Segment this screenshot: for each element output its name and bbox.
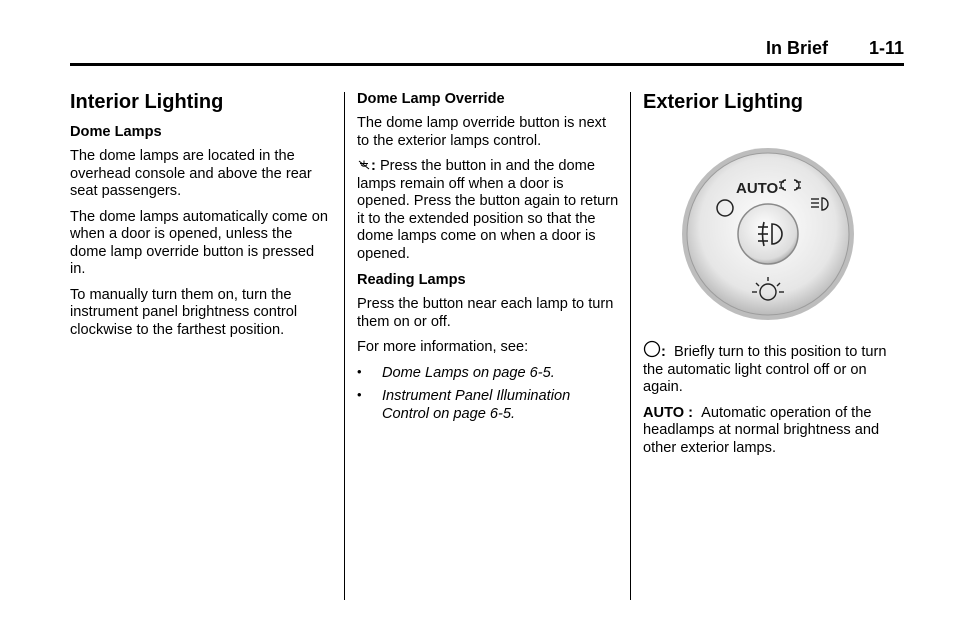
header-section-title: In Brief bbox=[765, 38, 828, 58]
dome-lamp-override-icon bbox=[357, 158, 371, 176]
exterior-lighting-column bbox=[643, 90, 905, 123]
reference-item: • Instrument Panel Illumination Control on page 6-5. bbox=[357, 388, 619, 423]
column-divider bbox=[344, 92, 345, 600]
dome-lamps-paragraph-2: The dome lamps automatically come on when a door is opened, unless the dome lamp override button is pressed in. bbox=[70, 208, 328, 277]
dome-lamps-paragraph-1: The dome lamps are located in the overhead console and above the rear seat passengers. bbox=[70, 148, 312, 199]
interior-lighting-column bbox=[70, 90, 328, 347]
reference-item: • Dome Lamps on page 6-5. bbox=[357, 365, 619, 383]
reference-list bbox=[357, 365, 619, 424]
exterior-lighting-title: Exterior Lighting bbox=[643, 91, 803, 113]
auto-label: AUTO : bbox=[643, 404, 693, 421]
reading-lamps-paragraph: Press the button near each lamp to turn them on or off. bbox=[357, 296, 614, 330]
more-info-text: For more information, see: bbox=[357, 339, 529, 355]
header-page-number: 1-11 bbox=[868, 38, 904, 58]
override-paragraph-1: The dome lamp override button is next to the exterior lamps control. bbox=[357, 115, 607, 149]
reading-lamps-heading: Reading Lamps bbox=[357, 272, 466, 288]
auto-position-description bbox=[643, 405, 905, 458]
page-header bbox=[70, 38, 904, 62]
off-position-description bbox=[643, 340, 905, 397]
off-separator: : bbox=[661, 344, 666, 360]
dome-lamps-paragraph-3: To manually turn them on, turn the instrument panel brightness control clockwise to the farthest position. bbox=[70, 286, 298, 338]
exterior-lighting-descriptions bbox=[643, 340, 905, 465]
override-paragraph-2 bbox=[357, 158, 619, 263]
dome-lamp-override-heading: Dome Lamp Override bbox=[357, 91, 505, 107]
off-position-icon bbox=[643, 340, 661, 362]
override-description: Press the button in and the dome lamps remain off when a door is opened. Press the button again to return it to the extended position so that the dome lamps come on when a door is opened. bbox=[357, 158, 619, 262]
header-rule bbox=[70, 63, 904, 66]
column-divider bbox=[630, 92, 631, 600]
exterior-lamp-control-dial bbox=[680, 146, 856, 322]
auto-position-text: Automatic operation of the headlamps at normal brightness and other exterior lamps. bbox=[643, 404, 880, 456]
interior-lighting-title: Interior Lighting bbox=[70, 91, 224, 113]
dome-lamps-heading: Dome Lamps bbox=[70, 124, 162, 140]
dial-auto-label: AUTO bbox=[736, 180, 779, 197]
dome-lamp-override-column bbox=[357, 90, 619, 429]
off-position-text: Briefly turn to this position to turn the automatic light control off or on again. bbox=[643, 344, 887, 395]
override-separator: : bbox=[371, 158, 376, 174]
